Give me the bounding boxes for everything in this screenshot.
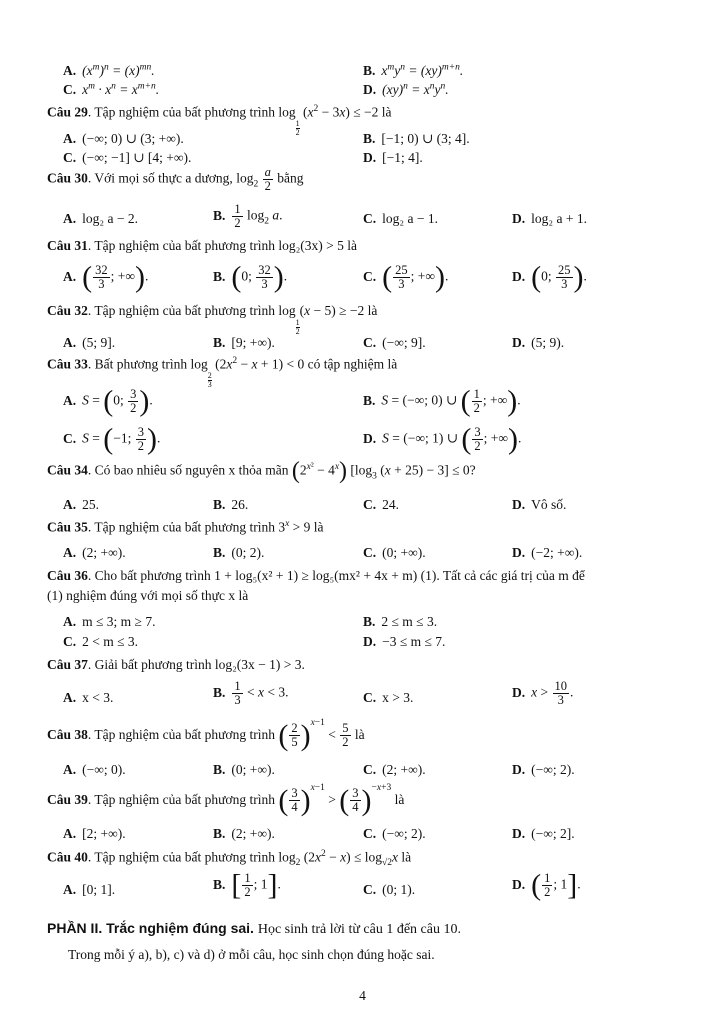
q36-option-c[interactable]: C. 2 < m ≤ 3. bbox=[63, 634, 139, 649]
q40-option-c[interactable]: C. (0; 1). bbox=[363, 882, 416, 897]
q33-stem: Câu 33. Bất phương trình log $_{\frac{2}{3}}$ $(2x^2 - x + 1) < 0$ có tập nghiệm là bbox=[47, 356, 398, 390]
q35-option-d[interactable]: D. (−2; +∞). bbox=[512, 545, 583, 560]
q39-option-a[interactable]: A. [2; +∞). bbox=[63, 826, 126, 841]
q35-option-b[interactable]: B. (0; 2). bbox=[213, 545, 265, 560]
q39-option-b[interactable]: B. (2; +∞). bbox=[213, 826, 275, 841]
q34-stem: Câu 34. Có bao nhiêu số nguyên x thỏa mãn $(2^{x^2} - 4^x)$ [$\log_3$ (x + 25) − 3] ≤ 0? bbox=[47, 458, 476, 484]
q37-option-b[interactable]: B. $\frac{1}{3}$ < x < 3. bbox=[213, 679, 289, 708]
q32-option-d[interactable]: D. (5; 9). bbox=[512, 335, 565, 350]
q31-option-d[interactable]: D. (0; $\frac{25}{3}$ ). bbox=[512, 260, 587, 294]
q40-option-a[interactable]: A. [0; 1]. bbox=[63, 882, 116, 897]
section-heading: PHẦN II. Trắc nghiệm đúng sai. Học sinh trả lời từ câu 1 đến câu 10. bbox=[47, 920, 461, 937]
q28-option-d[interactable]: D. $(xy)^n = x^ny^n$. bbox=[363, 81, 449, 97]
q30-option-d[interactable]: D. log₂ a + 1. bbox=[512, 211, 587, 226]
q34-option-a[interactable]: A. 25. bbox=[63, 497, 99, 512]
q35-option-c[interactable]: C. (0; +∞). bbox=[363, 545, 426, 560]
q40-stem: Câu 40. Tập nghiệm của bất phương trình $\log_2 (2x^2 - x) \le \log_{√2}x$ là bbox=[47, 849, 412, 869]
q33-option-d[interactable]: D. S = (−∞; 1) ∪ ( $\frac{3}{2}$ ; +∞). bbox=[363, 422, 522, 456]
q36-stem-line2: (1) nghiệm đúng với mọi số thực x là bbox=[47, 588, 249, 603]
q36-option-a[interactable]: A. m ≤ 3; m ≥ 7. bbox=[63, 614, 156, 629]
q38-option-a[interactable]: A. (−∞; 0). bbox=[63, 762, 126, 777]
q32-option-b[interactable]: B. [9; +∞). bbox=[213, 335, 275, 350]
q30-option-a[interactable]: A. log₂ a − 2. bbox=[63, 211, 138, 226]
q31-option-b[interactable]: B. (0; $\frac{32}{3}$ ). bbox=[213, 260, 288, 294]
q31-stem: Câu 31. Tập nghiệm của bất phương trình log₂(3x) > 5 là bbox=[47, 238, 358, 253]
section-note: Trong mỗi ý a), b), c) và d) ở mỗi câu, học sinh chọn đúng hoặc sai. bbox=[68, 947, 435, 962]
q35-stem: Câu 35. Tập nghiệm của bất phương trình $3^x > 9$ là bbox=[47, 519, 324, 535]
q39-option-c[interactable]: C. (−∞; 2). bbox=[363, 826, 426, 841]
q37-stem: Câu 37. Giải bất phương trình log₂(3x − 1) > 3. bbox=[47, 657, 305, 672]
q30-option-b[interactable]: B. $\frac{1}{2}$ $\log_2 a$. bbox=[213, 202, 283, 231]
q29-option-c[interactable]: C. (−∞; −1] ∪ [4; +∞). bbox=[63, 150, 192, 165]
q40-option-b[interactable]: B. [ $\frac{1}{2}$ ; 1]. bbox=[213, 868, 281, 902]
q33-option-b[interactable]: B. S = (−∞; 0) ∪ ( $\frac{1}{2}$ ; +∞). bbox=[363, 384, 521, 418]
q38-option-d[interactable]: D. (−∞; 2). bbox=[512, 762, 575, 777]
q33-option-c[interactable]: C. S = (−1; $\frac{3}{2}$ ). bbox=[63, 422, 161, 456]
q40-option-d[interactable]: D. ( $\frac{1}{2}$ ; 1]. bbox=[512, 868, 581, 902]
q29-option-a[interactable]: A. (−∞; 0) ∪ (3; +∞). bbox=[63, 131, 184, 146]
page-number: 4 bbox=[359, 988, 366, 1003]
q30-stem: Câu 30. Với mọi số thực a dương, $\log_2$ $\frac{a}{2}$ bằng bbox=[47, 165, 304, 194]
q33-option-a[interactable]: A. S = (0; $\frac{3}{2}$ ). bbox=[63, 384, 153, 418]
q34-option-c[interactable]: C. 24. bbox=[363, 497, 399, 512]
q34-option-d[interactable]: D. Vô số. bbox=[512, 497, 567, 512]
q28-option-b[interactable]: B. $x^my^n = (xy)^{m+n}$. bbox=[363, 62, 464, 78]
q32-stem: Câu 32. Tập nghiệm của bất phương trình log $_{\frac{1}{2}}$ (x − 5) ≥ −2 là bbox=[47, 303, 378, 336]
q29-option-d[interactable]: D. [−1; 4]. bbox=[363, 150, 423, 165]
q35-option-a[interactable]: A. (2; +∞). bbox=[63, 545, 126, 560]
q30-option-c[interactable]: C. log₂ a − 1. bbox=[363, 211, 438, 226]
q38-option-c[interactable]: C. (2; +∞). bbox=[363, 762, 426, 777]
q36-stem: Câu 36. Cho bất phương trình 1 + log₅(x² + 1) ≥ log₅(mx² + 4x + m) (1). Tất cả các giá trị của m để bbox=[47, 568, 585, 583]
q36-option-d[interactable]: D. −3 ≤ m ≤ 7. bbox=[363, 634, 446, 649]
q32-option-c[interactable]: C. (−∞; 9]. bbox=[363, 335, 426, 350]
q29-stem: Câu 29. Tập nghiệm của bất phương trình log $_{\frac{1}{2}}$ $(x^2 - 3x) \le -2$ là bbox=[47, 104, 392, 138]
q37-option-d[interactable]: D. x > $\frac{10}{3}$ . bbox=[512, 679, 574, 708]
q38-stem: Câu 38. Tập nghiệm của bất phương trình ( $\frac{2}{5}$ )$^{x-1}$ < $\frac{5}{2}$ là bbox=[47, 718, 365, 752]
q37-option-c[interactable]: C. x > 3. bbox=[363, 690, 414, 705]
q34-option-b[interactable]: B. 26. bbox=[213, 497, 249, 512]
q32-option-a[interactable]: A. (5; 9]. bbox=[63, 335, 116, 350]
q38-option-b[interactable]: B. (0; +∞). bbox=[213, 762, 275, 777]
q28-option-a[interactable]: A. $(x^m)^n = (x)^{mn}$. bbox=[63, 62, 155, 78]
q31-option-a[interactable]: A. ( $\frac{32}{3}$ ; +∞). bbox=[63, 260, 149, 294]
q28-option-c[interactable]: C. $x^m \cdot x^n = x^{m+n}$. bbox=[63, 81, 160, 97]
q36-option-b[interactable]: B. 2 ≤ m ≤ 3. bbox=[363, 614, 438, 629]
q39-stem: Câu 39. Tập nghiệm của bất phương trình ( $\frac{3}{4}$ )$^{x-1}$ > ( $\frac{3}{4}$ )$^{-x+3}$ là bbox=[47, 783, 405, 817]
q39-option-d[interactable]: D. (−∞; 2]. bbox=[512, 826, 575, 841]
q31-option-c[interactable]: C. ( $\frac{25}{3}$ ; +∞). bbox=[363, 260, 449, 294]
q29-option-b[interactable]: B. [−1; 0) ∪ (3; 4]. bbox=[363, 131, 470, 146]
q37-option-a[interactable]: A. x < 3. bbox=[63, 690, 114, 705]
